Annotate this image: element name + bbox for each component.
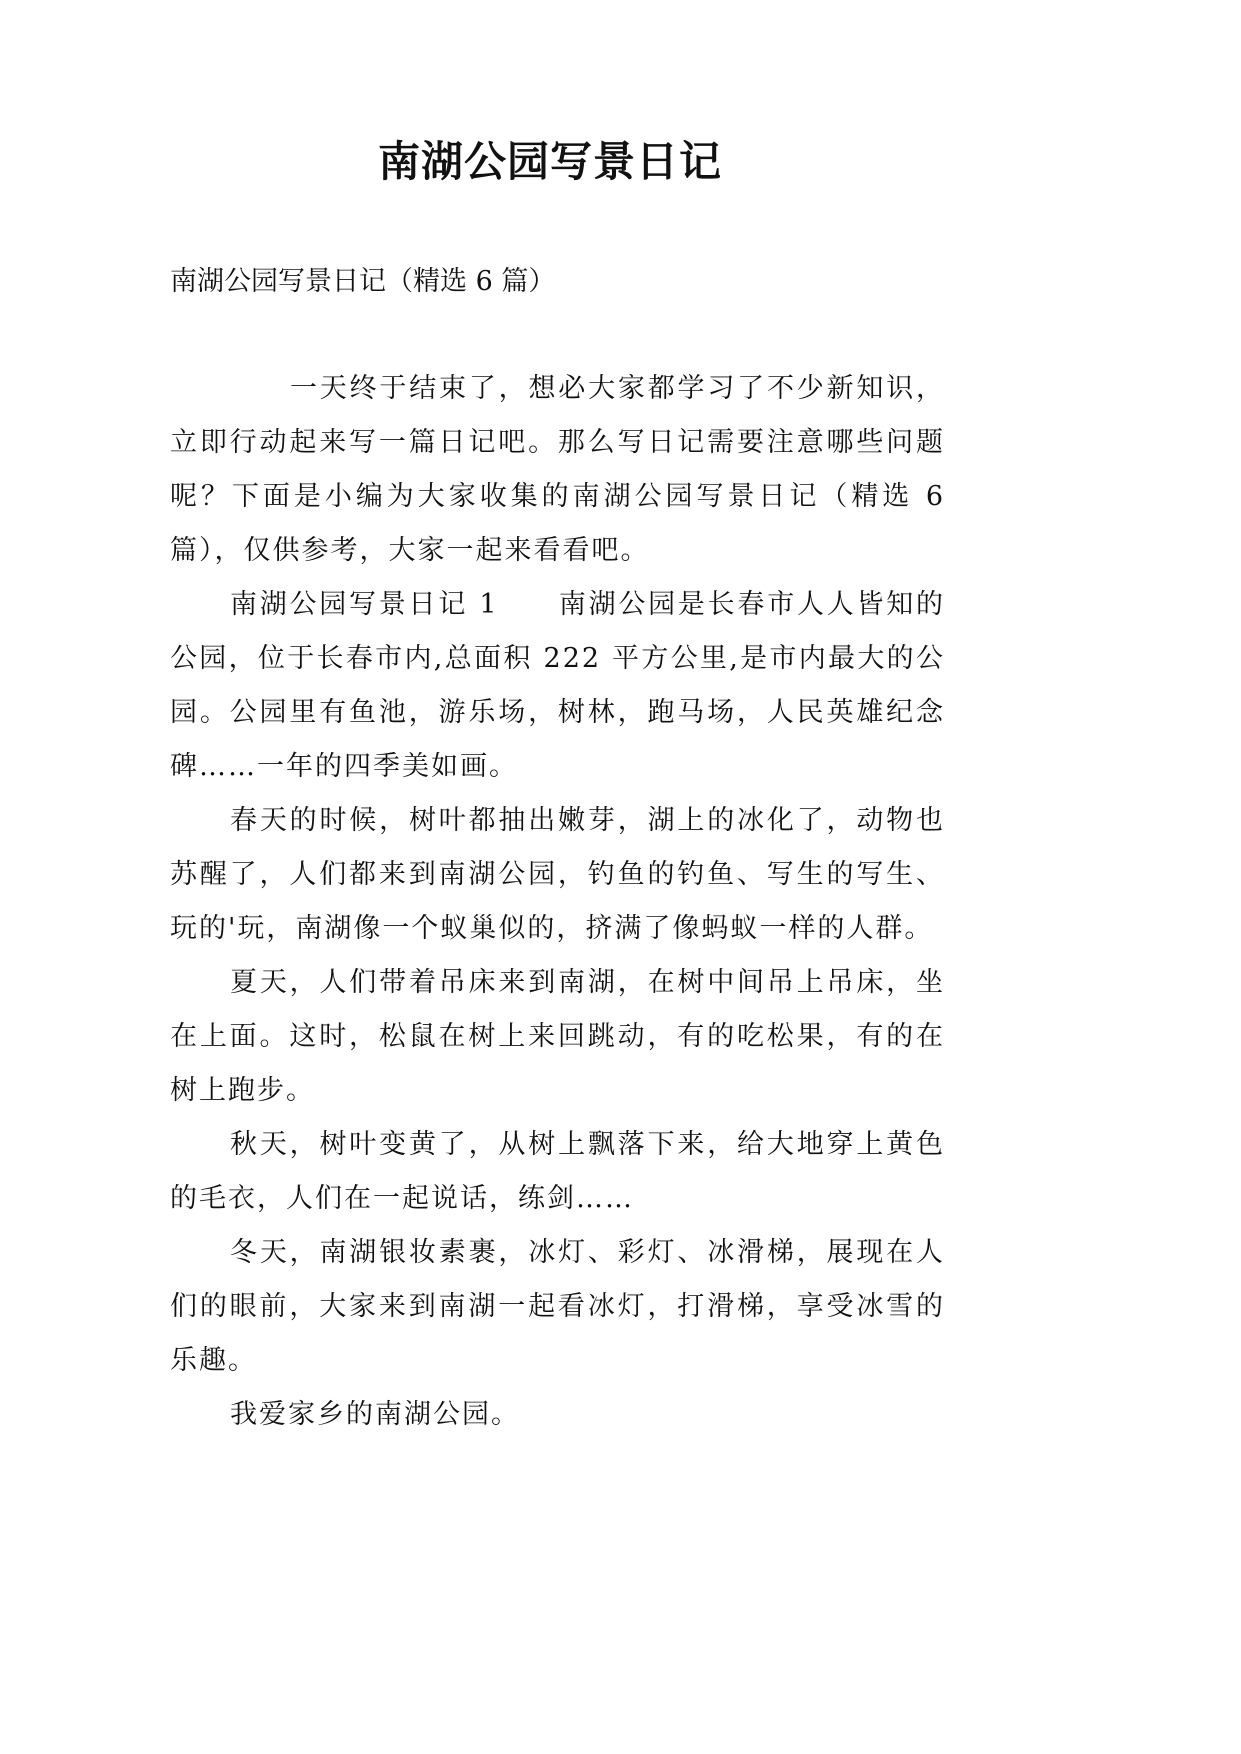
document-body — [170, 362, 945, 1442]
diary-1-paragraph: 南湖公园写景日记 1 南湖公园是长春市人人皆知的公园，位于长春市内,总面积 222 平方公里,是市内最大的公园。公园里有鱼池，游乐场，树林，跑马场，人民英雄纪念碑……一年的四季美如画。 — [170, 589, 945, 782]
spring-paragraph: 春天的时候，树叶都抽出嫩芽，湖上的冰化了，动物也苏醒了，人们都来到南湖公园，钓鱼的钓鱼、写生的写生、玩的'玩，南湖像一个蚁巢似的，挤满了像蚂蚁一样的人群。 — [170, 805, 945, 944]
document-title: 南湖公园写景日记 — [377, 137, 722, 186]
autumn-paragraph: 秋天，树叶变黄了，从树上飘落下来，给大地穿上黄色的毛衣，人们在一起说话，练剑…… — [170, 1129, 945, 1214]
summer-paragraph: 夏天，人们带着吊床来到南湖，在树中间吊上吊床，坐在上面。这时，松鼠在树上来回跳动，有的吃松果，有的在树上跑步。 — [170, 967, 945, 1106]
intro-paragraph: 一天终于结束了，想必大家都学习了不少新知识，立即行动起来写一篇日记吧。那么写日记需要注意哪些问题呢？下面是小编为大家收集的南湖公园写景日记（精选 6 篇），仅供参考，大家一起来看看吧。 — [170, 373, 945, 566]
document-subtitle: 南湖公园写景日记（精选 6 篇） — [170, 266, 556, 297]
winter-paragraph: 冬天，南湖银妆素裹，冰灯、彩灯、冰滑梯，展现在人们的眼前，大家来到南湖一起看冰灯，打滑梯，享受冰雪的乐趣。 — [170, 1237, 945, 1376]
closing-paragraph: 我爱家乡的南湖公园。 — [230, 1399, 520, 1430]
